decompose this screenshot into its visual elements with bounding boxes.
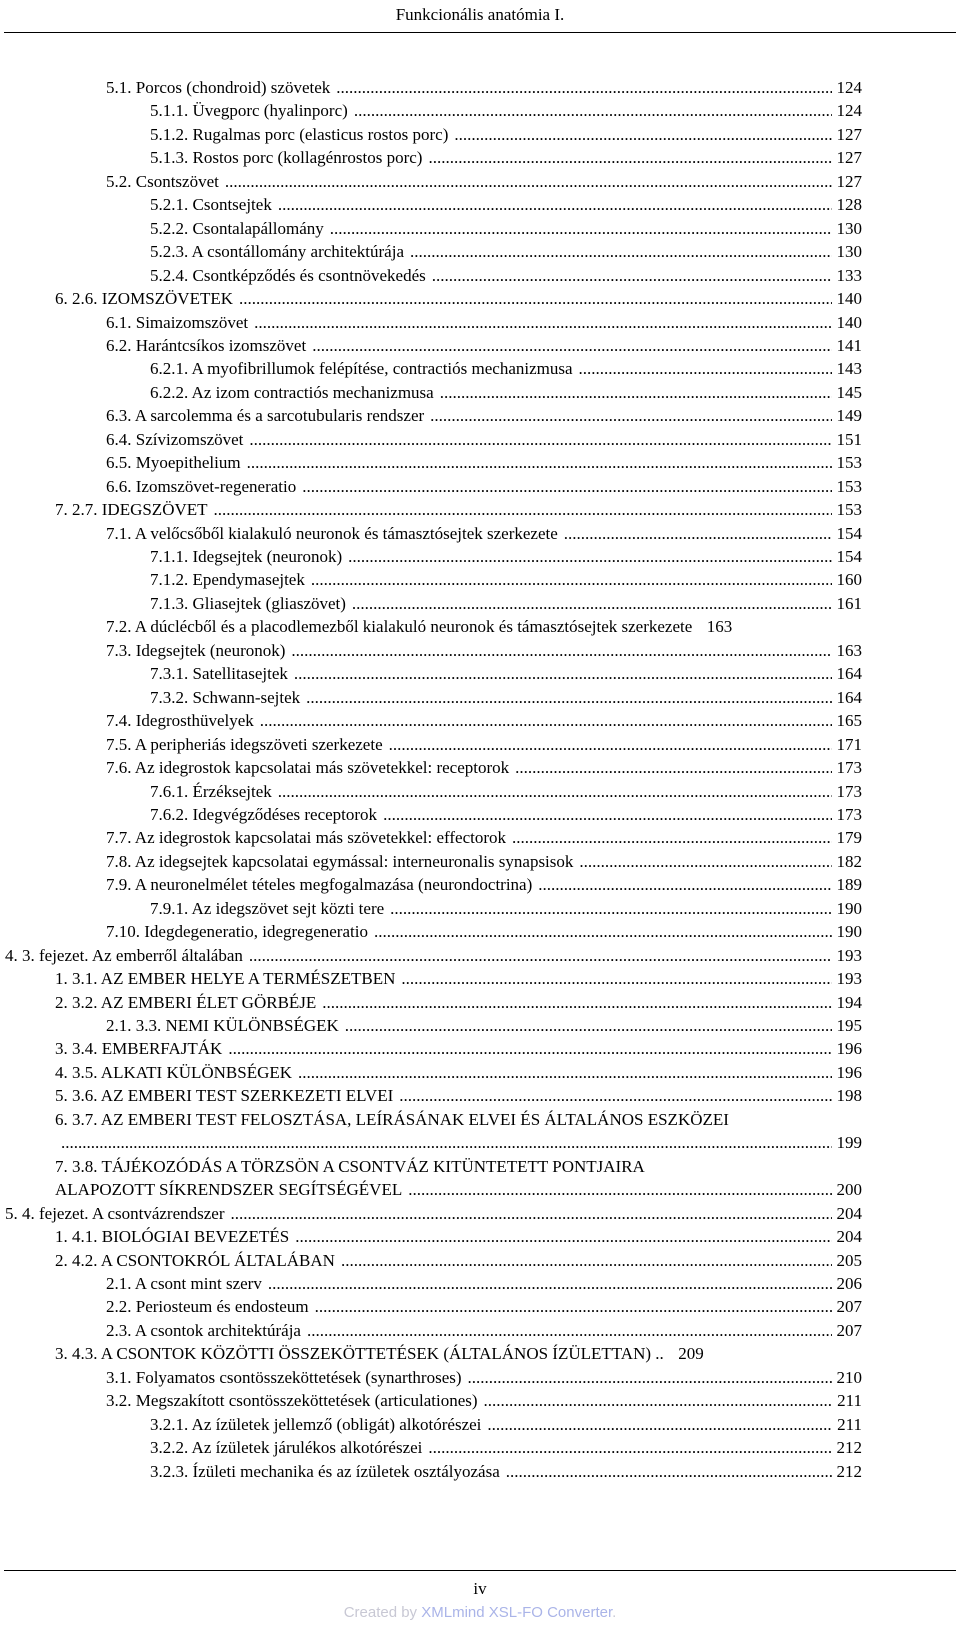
toc-entry-title: 3. 4.3. A CSONTOK KÖZÖTTI ÖSSZEKÖTTETÉSEK (ÁLTALÁNOS ÍZÜLETTAN) .. [55, 1344, 664, 1363]
toc-leader-dots [311, 568, 832, 592]
toc-entry[interactable] [106, 826, 862, 850]
toc-entry-title: 2.1. 3.3. NEMI KÜLÖNBSÉGEK [106, 1016, 339, 1035]
toc-entry-title: 5. 4. fejezet. A csontvázrendszer [5, 1204, 225, 1223]
toc-entry-page: 173 [836, 782, 862, 801]
toc-entry-page: 163 [706, 617, 733, 636]
toc-entry[interactable] [106, 451, 862, 475]
toc-entry-title: 5.1.2. Rugalmas porc (elasticus rostos porc) [150, 125, 449, 144]
toc-leader-dots [278, 193, 832, 217]
toc-entry-page: 190 [836, 899, 862, 918]
toc-leader-dots [354, 99, 832, 123]
toc-entry[interactable] [55, 967, 862, 991]
toc-leader-dots [295, 1225, 832, 1249]
toc-leader-dots [579, 357, 832, 381]
toc-entry-page: 164 [836, 664, 862, 683]
toc-entry[interactable] [150, 897, 862, 921]
toc-entry-page: 151 [836, 430, 862, 449]
toc-entry-title: 2. 4.2. A CSONTOKRÓL ÁLTALÁBAN [55, 1251, 335, 1270]
toc-leader-dots [306, 686, 832, 710]
toc-entry-title: 7.1. A velőcsőből kialakuló neuronok és támasztósejtek szerkezete [106, 524, 558, 543]
toc-entry[interactable] [106, 1014, 862, 1038]
toc-entry-page: 163 [836, 641, 862, 660]
toc-entry-title: 7.4. Idegrosthüvelyek [106, 711, 254, 730]
toc-entry-page: 199 [836, 1133, 862, 1152]
toc-entry-title: 3.2. Megszakított csontösszeköttetések (articulationes) [106, 1391, 478, 1410]
toc-entry[interactable] [5, 944, 862, 968]
toc-entry[interactable] [106, 1389, 862, 1413]
toc-leader-dots [268, 1272, 832, 1296]
toc-entry-page: 196 [836, 1039, 862, 1058]
toc-entry[interactable] [150, 803, 862, 827]
toc-entry-page: 127 [836, 125, 862, 144]
toc-entry-page: 193 [836, 946, 862, 965]
toc-entry-title: 7.2. A dúclécből és a placodlemezből kialakuló neuronok és támasztósejtek szerkezete [106, 617, 693, 636]
toc-leader-dots [298, 1061, 832, 1085]
toc-entry-page: 198 [836, 1086, 862, 1105]
toc-entry[interactable] [55, 1131, 862, 1155]
toc-entry[interactable] [150, 193, 862, 217]
toc-entry-page: 195 [836, 1016, 862, 1035]
toc-entry-title: 7.3.1. Satellitasejtek [150, 664, 288, 683]
toc-entry-page: 211 [837, 1391, 862, 1410]
toc-leader-dots [214, 498, 832, 522]
toc-entry-title: 6.3. A sarcolemma és a sarcotubularis rendszer [106, 406, 425, 425]
toc-entry[interactable] [150, 686, 862, 710]
toc-entry[interactable] [106, 733, 862, 757]
toc-entry-title: 7.1.3. Gliasejtek (gliaszövet) [150, 594, 346, 613]
toc-leader-dots [487, 1413, 832, 1437]
toc-entry-title: 6.2.2. Az izom contractiós mechanizmusa [150, 383, 434, 402]
toc-entry-page: 153 [836, 453, 862, 472]
toc-leader-dots [428, 146, 832, 170]
toc-entry-page: 173 [836, 805, 862, 824]
toc-entry-title: 5.2.2. Csontalapállomány [150, 219, 324, 238]
toc-entry-title: 6.6. Izomszövet-regeneratio [106, 477, 297, 496]
toc-entry-title: 4. 3.5. ALKATI KÜLÖNBSÉGEK [55, 1063, 293, 1082]
toc-entry[interactable] [55, 1342, 862, 1366]
toc-entry[interactable] [55, 1178, 862, 1202]
toc-entry-page: 182 [836, 852, 862, 871]
toc-entry-page: 153 [836, 500, 862, 519]
toc-entry[interactable] [150, 240, 862, 264]
toc-entry-title: 3. 3.4. EMBERFAJTÁK [55, 1039, 223, 1058]
toc-entry-page: 212 [836, 1462, 862, 1481]
toc-leader-dots [401, 967, 832, 991]
toc-entry-title: 4. 3. fejezet. Az emberről általában [5, 946, 243, 965]
toc-entry-title: 6.2.1. A myofibrillumok felépítése, contractiós mechanizmusa [150, 359, 573, 378]
toc-entry[interactable] [106, 615, 862, 639]
toc-leader-dots [345, 1014, 832, 1038]
toc-leader-dots [484, 1389, 832, 1413]
toc-entry[interactable] [55, 1084, 862, 1108]
toc-leader-dots [312, 334, 832, 358]
toc-entry[interactable] [150, 662, 862, 686]
toc-entry-title: 7.1.2. Ependymasejtek [150, 570, 305, 589]
toc-entry-page: 153 [836, 477, 862, 496]
toc-entry[interactable] [106, 170, 862, 194]
toc-entry-page: 133 [836, 266, 862, 285]
toc-entry-title: 5.2. Csontszövet [106, 172, 219, 191]
toc-entry[interactable] [55, 1155, 862, 1179]
toc-entry[interactable] [106, 1366, 862, 1390]
toc-entry-title: 5. 3.6. AZ EMBERI TEST SZERKEZETI ELVEI [55, 1086, 394, 1105]
toc-leader-dots [564, 522, 832, 546]
toc-entry[interactable] [106, 522, 862, 546]
toc-entry-title: 6.1. Simaizomszövet [106, 313, 249, 332]
toc-entry-title: 6. 2.6. IZOMSZÖVETEK [55, 289, 234, 308]
toc-entry-title: 7.10. Idegdegeneratio, idegregeneratio [106, 922, 368, 941]
toc-entry[interactable] [106, 850, 862, 874]
toc-entry[interactable] [55, 1225, 862, 1249]
toc-entry-title: 5.1.3. Rostos porc (kollagénrostos porc) [150, 148, 423, 167]
toc-entry-title: 5.2.1. Csontsejtek [150, 195, 272, 214]
toc-entry-page: 200 [836, 1180, 862, 1199]
toc-entry-page: 124 [836, 101, 862, 120]
toc-entry-page: 124 [836, 78, 862, 97]
toc-entry[interactable] [106, 475, 862, 499]
toc-leader-dots [389, 733, 832, 757]
toc-entry-title: 2. 3.2. AZ EMBERI ÉLET GÖRBÉJE [55, 993, 317, 1012]
toc-entry-title: 7.3.2. Schwann-sejtek [150, 688, 301, 707]
toc-entry-page: 140 [836, 289, 862, 308]
toc-entry[interactable] [150, 1413, 862, 1437]
toc-entry-title: 6.4. Szívizomszövet [106, 430, 244, 449]
toc-leader-dots [390, 897, 832, 921]
toc-leader-dots [538, 873, 832, 897]
toc-leader-dots [399, 1084, 832, 1108]
toc-leader-dots [410, 240, 832, 264]
toc-leader-dots [336, 76, 832, 100]
toc-entry-page: 173 [836, 758, 862, 777]
toc-entry-title: 7.1.1. Idegsejtek (neuronok) [150, 547, 343, 566]
toc-entry-title: 1. 3.1. AZ EMBER HELYE A TERMÉSZETBEN [55, 969, 396, 988]
toc-entry-page: 140 [836, 313, 862, 332]
toc-entry-page: 205 [836, 1251, 862, 1270]
toc-entry-title: 2.2. Periosteum és endosteum [106, 1297, 309, 1316]
toc-leader-dots [408, 1178, 832, 1202]
toc-entry[interactable] [106, 1319, 862, 1343]
toc-entry[interactable] [150, 1436, 862, 1460]
toc-entry-page: 209 [678, 1344, 704, 1363]
toc-entry-page: 189 [836, 875, 862, 894]
toc-leader-dots [294, 662, 832, 686]
toc-entry-page: 130 [836, 242, 862, 261]
converter-credit [0, 1603, 960, 1623]
toc-entry[interactable] [106, 311, 862, 335]
toc-entry-title: 7.9.1. Az idegszövet sejt közti tere [150, 899, 385, 918]
toc-entry-title: 2.1. A csont mint szerv [106, 1274, 262, 1293]
toc-entry[interactable] [150, 217, 862, 241]
toc-entry-title: 5.2.4. Csontképződés és csontnövekedés [150, 266, 426, 285]
toc-leader-dots [352, 592, 832, 616]
toc-entry[interactable] [150, 357, 862, 381]
toc-leader-dots [348, 545, 832, 569]
toc-leader-dots [278, 780, 832, 804]
toc-entry-title: 7.5. A peripheriás idegszöveti szerkezete [106, 735, 383, 754]
toc-entry-page: 190 [836, 922, 862, 941]
toc-leader-dots [579, 850, 832, 874]
toc-leader-dots [383, 803, 832, 827]
toc-leader-dots [260, 709, 832, 733]
toc-entry-title: 5.2.3. A csontállomány architektúrája [150, 242, 404, 261]
page-number: iv [473, 1579, 487, 1598]
toc-entry-title: 3.2.3. Ízületi mechanika és az ízületek osztályozása [150, 1462, 500, 1481]
toc-entry[interactable] [106, 404, 862, 428]
toc-entry-title: 2.3. A csontok architektúrája [106, 1321, 301, 1340]
toc-leader-dots [302, 475, 832, 499]
toc-entry-title: 7.6. Az idegrostok kapcsolatai más szövetekkel: receptorok [106, 758, 510, 777]
toc-entry[interactable] [150, 146, 862, 170]
toc-entry-page: 207 [836, 1321, 862, 1340]
toc-entry[interactable] [150, 99, 862, 123]
header-rule [4, 32, 956, 33]
toc-entry[interactable] [106, 709, 862, 733]
toc-leader-dots [231, 1202, 833, 1226]
toc-entry-page: 127 [836, 172, 862, 191]
toc-entry-page: 196 [836, 1063, 862, 1082]
toc-entry-title: 7. 2.7. IDEGSZÖVET [55, 500, 208, 519]
toc-entry[interactable] [106, 873, 862, 897]
toc-leader-dots [291, 639, 832, 663]
toc-entry-page: 160 [836, 570, 862, 589]
toc-entry[interactable] [5, 1202, 862, 1226]
toc-entry-page: 143 [836, 359, 862, 378]
toc-entry[interactable] [106, 639, 862, 663]
toc-entry-page: 130 [836, 219, 862, 238]
toc-entry-page: 128 [836, 195, 862, 214]
toc-entry[interactable] [106, 76, 862, 100]
toc-entry-page: 145 [836, 383, 862, 402]
toc-entry[interactable] [55, 1061, 862, 1085]
toc-entry[interactable] [106, 1295, 862, 1319]
toc-leader-dots [432, 264, 832, 288]
toc-entry-page: 179 [836, 828, 862, 847]
toc-entry[interactable] [55, 1108, 862, 1132]
running-header: Funkcionális anatómia I. [395, 5, 565, 24]
toc-entry-title: 7.8. Az idegsejtek kapcsolatai egymással: interneuronalis synapsisok [106, 852, 574, 871]
toc-entry[interactable] [150, 568, 862, 592]
toc-entry-title: 3.2.2. Az ízületek járulékos alkotórészei [150, 1438, 423, 1457]
toc-entry[interactable] [150, 264, 862, 288]
toc-entry-page: 193 [836, 969, 862, 988]
toc-entry-title: 6. 3.7. AZ EMBERI TEST FELOSZTÁSA, LEÍRÁSÁNAK ELVEI ÉS ÁLTALÁNOS ESZKÖZEI [55, 1110, 729, 1129]
toc-leader-dots [512, 826, 832, 850]
toc-entry-title: 5.1. Porcos (chondroid) szövetek [106, 78, 331, 97]
toc-leader-dots [322, 991, 832, 1015]
toc-entry[interactable] [150, 545, 862, 569]
toc-leader-dots [515, 756, 832, 780]
toc-entry-title: 7.9. A neuronelmélet tételes megfogalmazása (neurondoctrina) [106, 875, 533, 894]
toc-entry[interactable] [150, 123, 862, 147]
toc-leader-dots [374, 920, 832, 944]
toc-entry[interactable] [150, 780, 862, 804]
toc-entry-page: 164 [836, 688, 862, 707]
toc-leader-dots [61, 1131, 832, 1155]
toc-entry[interactable] [150, 592, 862, 616]
toc-entry-title: 3.1. Folyamatos csontösszeköttetések (synarthroses) [106, 1368, 462, 1387]
toc-entry-page: 212 [836, 1438, 862, 1457]
toc-entry-title: 7.6.2. Idegvégződéses receptorok [150, 805, 378, 824]
toc-entry[interactable] [55, 1249, 862, 1273]
credit-suffix: . [612, 1604, 617, 1621]
toc-entry-page: 154 [836, 524, 862, 543]
credit-prefix: Created by [343, 1604, 422, 1621]
toc-entry-title: 1. 4.1. BIOLÓGIAI BEVEZETÉS [55, 1227, 290, 1246]
toc-entry-page: 207 [836, 1297, 862, 1316]
toc-entry-page: 204 [836, 1204, 862, 1223]
toc-leader-dots [330, 217, 832, 241]
toc-entry-title: 3.2.1. Az ízületek jellemző (obligát) alkotórészei [150, 1415, 482, 1434]
toc-leader-dots [228, 1037, 832, 1061]
toc-leader-dots [315, 1295, 832, 1319]
toc-entry[interactable] [106, 334, 862, 358]
toc-entry[interactable] [106, 756, 862, 780]
toc-entry-page: 211 [837, 1415, 862, 1434]
toc-entry-title: 7. 3.8. TÁJÉKOZÓDÁS A TÖRZSÖN A CSONTVÁZ KITÜNTETETT PONTJAIRA [55, 1157, 645, 1176]
footer-rule [4, 1570, 956, 1571]
toc-entry-page: 210 [836, 1368, 862, 1387]
toc-leader-dots [454, 123, 832, 147]
toc-entry[interactable] [150, 381, 862, 405]
toc-entry[interactable] [106, 1272, 862, 1296]
toc-leader-dots [249, 944, 832, 968]
toc-entry-title: 7.6.1. Érzéksejtek [150, 782, 272, 801]
toc-entry-page: 204 [836, 1227, 862, 1246]
toc-entry-title: 7.3. Idegsejtek (neuronok) [106, 641, 286, 660]
toc-leader-dots [341, 1249, 832, 1273]
toc-entry[interactable] [55, 498, 862, 522]
toc-leader-dots [254, 311, 832, 335]
toc-leader-dots [440, 381, 832, 405]
toc-leader-dots [428, 1436, 832, 1460]
toc-leader-dots [249, 428, 832, 452]
toc-entry-page: 165 [836, 711, 862, 730]
credit-brand: XMLmind XSL-FO Converter [421, 1604, 613, 1621]
toc-entry-page: 171 [836, 735, 862, 754]
toc-leader-dots [307, 1319, 832, 1343]
toc-entry[interactable] [150, 1460, 862, 1484]
toc-entry-page: 149 [836, 406, 862, 425]
toc-leader-dots [225, 170, 832, 194]
toc-entry-title: 5.1.1. Üvegporc (hyalinporc) [150, 101, 348, 120]
toc-entry[interactable] [55, 991, 862, 1015]
toc-entry-title: 6.2. Harántcsíkos izomszövet [106, 336, 307, 355]
toc-entry-page: 206 [836, 1274, 862, 1293]
toc-entry[interactable] [55, 1037, 862, 1061]
toc-leader-dots [239, 287, 832, 311]
toc-entry-title: 6.5. Myoepithelium [106, 453, 241, 472]
toc-entry-title: ALAPOZOTT SÍKRENDSZER SEGÍTSÉGÉVEL [55, 1180, 403, 1199]
toc-entry[interactable] [55, 287, 862, 311]
toc-leader-dots [247, 451, 832, 475]
toc-entry[interactable] [106, 920, 862, 944]
toc-leader-dots [468, 1366, 832, 1390]
toc-entry[interactable] [106, 428, 862, 452]
toc-entry-page: 154 [836, 547, 862, 566]
toc-entry-page: 161 [836, 594, 862, 613]
toc-leader-dots [506, 1460, 832, 1484]
toc-entry-page: 194 [836, 993, 862, 1012]
toc-entry-title: 7.7. Az idegrostok kapcsolatai más szövetekkel: effectorok [106, 828, 507, 847]
toc-entry-page: 127 [836, 148, 862, 167]
toc-entry-page: 141 [836, 336, 862, 355]
toc-leader-dots [430, 404, 832, 428]
